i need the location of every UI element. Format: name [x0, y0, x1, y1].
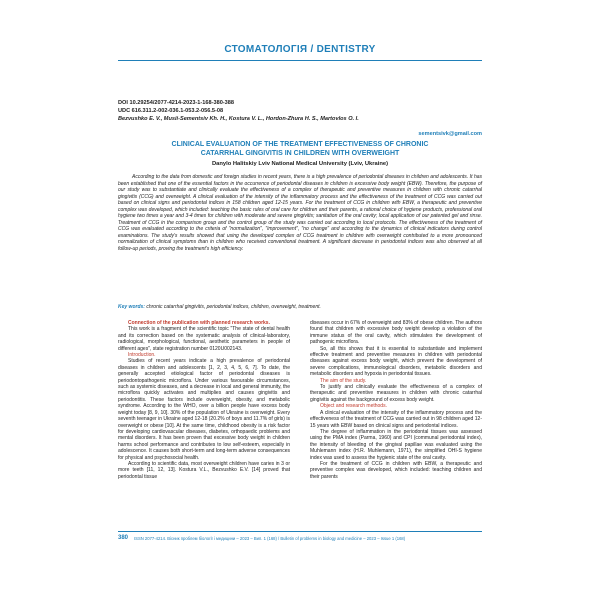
paper-title	[118, 140, 482, 158]
udc: UDC 616.311.2-002-036.1-053.2-056.5-08	[118, 108, 224, 114]
paragraph: For the treatment of CCG in children with EBW, a therapeutic and preventive complex was developed, which included: teaching children and their parents	[310, 460, 482, 480]
right-column	[310, 320, 482, 526]
authors: Bezvushko E. V., Musii-Sementsiv Kh. H., Kostura V. L., Hordon-Zhura H. S., Martovlos O. I.	[118, 116, 359, 122]
paragraph: According to scientific data, most overweight children have caries in 3 or more teeth [11, 12, 13]. Kostura V.L., Bezvushko E.V. [14] proved that periodontal tissue	[118, 460, 290, 480]
section-heading: Introduction.	[128, 352, 156, 359]
section-title: СТОМАТОЛОГІЯ / DENTISTRY	[224, 44, 376, 55]
doi: DOI 10.29254/2077-4214-2023-1-168-380-388	[118, 100, 235, 106]
paragraph: This work is a fragment of the scientific topic "The state of dental health and its correction based on the systematic analysis of clinical-laboratory, radiological, morphological, functional, aesthetic parameters in people of different ages", state registration number 0120U002143.	[118, 326, 290, 352]
section-heading: The aim of the study.	[320, 377, 367, 384]
page-number: 380	[118, 535, 129, 541]
abstract-text: According to the data from domestic and foreign studies in recent years, there is a high prevalence of periodontal diseases in children and adolescents. It has been established that one of the essential factors in the occurrence of periodontal diseases in children is excessive body weight (EBW). Therefore, the purpose of our study was to substantiate and clinically evaluate the effectiveness of a complex of therapeutic and preventive measures in children with chronic catarrhal gingivitis (CCG) and overweight. A clinical evaluation of the intensity of the inflammatory process and the effectiveness of the treatment of CCG was carried out based on clinical signs and periodontal indices in 158 children aged 12-15 years. For the treatment of CCG in children with EBW, a therapeutic and preventive complex was developed, which included: teaching the basic rules of oral care for children and their parents, a rational choice of hygiene products, professional oral hygiene two times a year and 3-4 times for children with moderate and severe gingivitis; sanitation of the oral cavity; local application of our patented gel and rinse. Treatment of CCG in the comparison group and the control group of the study was carried out according to local protocols. The effectiveness of the treatment of CCG was evaluated according to the criteria of "normalization", "improvement", "no change" and according to the dynamics of clinical indicators during control examinations. The study's results showed that using the developed complex of CCG treatment in children with overweight contributed to a more pronounced normalization of clinical symptoms than in children who received conventional treatment. A significant decrease in periodontal indices was also observed at all follow-up periods, proving the treatment's high efficiency.	[118, 174, 482, 252]
journal-footer: ISSN 2077-4214. Вісник проблем біології і медицини – 2023 – Вип. 1 (168) / Bulletin of problems in biology and medicine – 2023 – Issue 1 (168)	[134, 536, 406, 541]
abstract	[118, 174, 482, 252]
footer-rule	[118, 531, 482, 532]
keywords-line	[118, 304, 482, 310]
paragraph: diseases occur in 67% of overweight and 83% of obese children. The authors found that children with excessive body weight develop a violation of the immune status of the oral cavity, which stimulates the development of pathogenic microflora.	[310, 320, 482, 346]
paragraph: To justify and clinically evaluate the effectiveness of a complex of therapeutic and preventive measures in children with chronic catarrhal gingivitis against the background of excess body weight.	[310, 384, 482, 403]
paragraph: So, all this shows that it is essential to substantiate and implement effective treatment and preventive measures in children with periodontal diseases against excess body weight, which prevent the development of severe complications, immunological disorders, metabolic disorders and metabolic disorders and hypoxia in periodontal tissues.	[310, 345, 482, 378]
section-heading: Connection of the publication with planned research works.	[128, 320, 270, 326]
paragraph: Studies of recent years indicate a high prevalence of periodontal diseases in children and adolescents [1, 2, 3, 4, 5, 6, 7]. To date, the generally accepted etiological factor of periodontal diseases is periodontopathogenic microflora. Under various favourable circumstances, such as systemic diseases, and a decrease in local and general immunity, the microflora quickly activates and multiplies and causes gingivitis and periodontitis. These factors include overweight, obesity, and metabolic syndrome. According to the WHO, over a billion people have excess body weight today [8, 9, 10]. 30% of the population of Ukraine is overweight. Every seventh teenager in Ukraine aged 12-18 (20.2% of boys and 11.7% of girls) is overweight or obese [10]. At the same time, childhood obesity is a risk factor for developing cardiovascular diseases, diabetes, orthopaedic problems and mental disorders. It has been proven that excessive body weight in children harms school performance and contributes to low self-esteem, especially in adolescence. It causes both short-term and long-term adverse consequences for physical and psychosocial health.	[118, 358, 290, 461]
paper-title-line: CATARRHAL GINGIVITIS IN CHILDREN WITH OVERWEIGHT	[200, 150, 400, 157]
section-heading: Object and research methods.	[320, 403, 387, 410]
paragraph: A clinical evaluation of the intensity of the inflammatory process and the effectiveness of the treatment of CCG was carried out in 98 children aged 12-15 years with EBW based on clinical signs and periodontal indices.	[310, 409, 482, 429]
header-rule	[118, 60, 482, 61]
left-column	[118, 320, 290, 526]
affiliation: Danylo Halitskiy Lviv National Medical University (Lviv, Ukraine)	[211, 161, 389, 167]
paragraph: The degree of inflammation in the periodontal tissues was assessed using the PMA index (Parma, 1960) and CPI (communal periodontal index), the intensity of bleeding of the gingival papillae was evaluated using the Muhlemann index (H.R. Muhlemann, 1971), the simplified OHI-S hygiene index was used to assess the hygienic state of the oral cavity.	[310, 428, 482, 461]
keywords-label: Key words:	[118, 304, 145, 310]
paper-title-line: CLINICAL EVALUATION OF THE TREATMENT EFFECTIVENESS OF CHRONIC	[171, 141, 429, 148]
author-email[interactable]: sementsivk@gmail.com	[418, 131, 482, 137]
keywords-text: chronic catarrhal gingivitis, periodontal indices, children, overweight, treatment.	[146, 304, 321, 310]
